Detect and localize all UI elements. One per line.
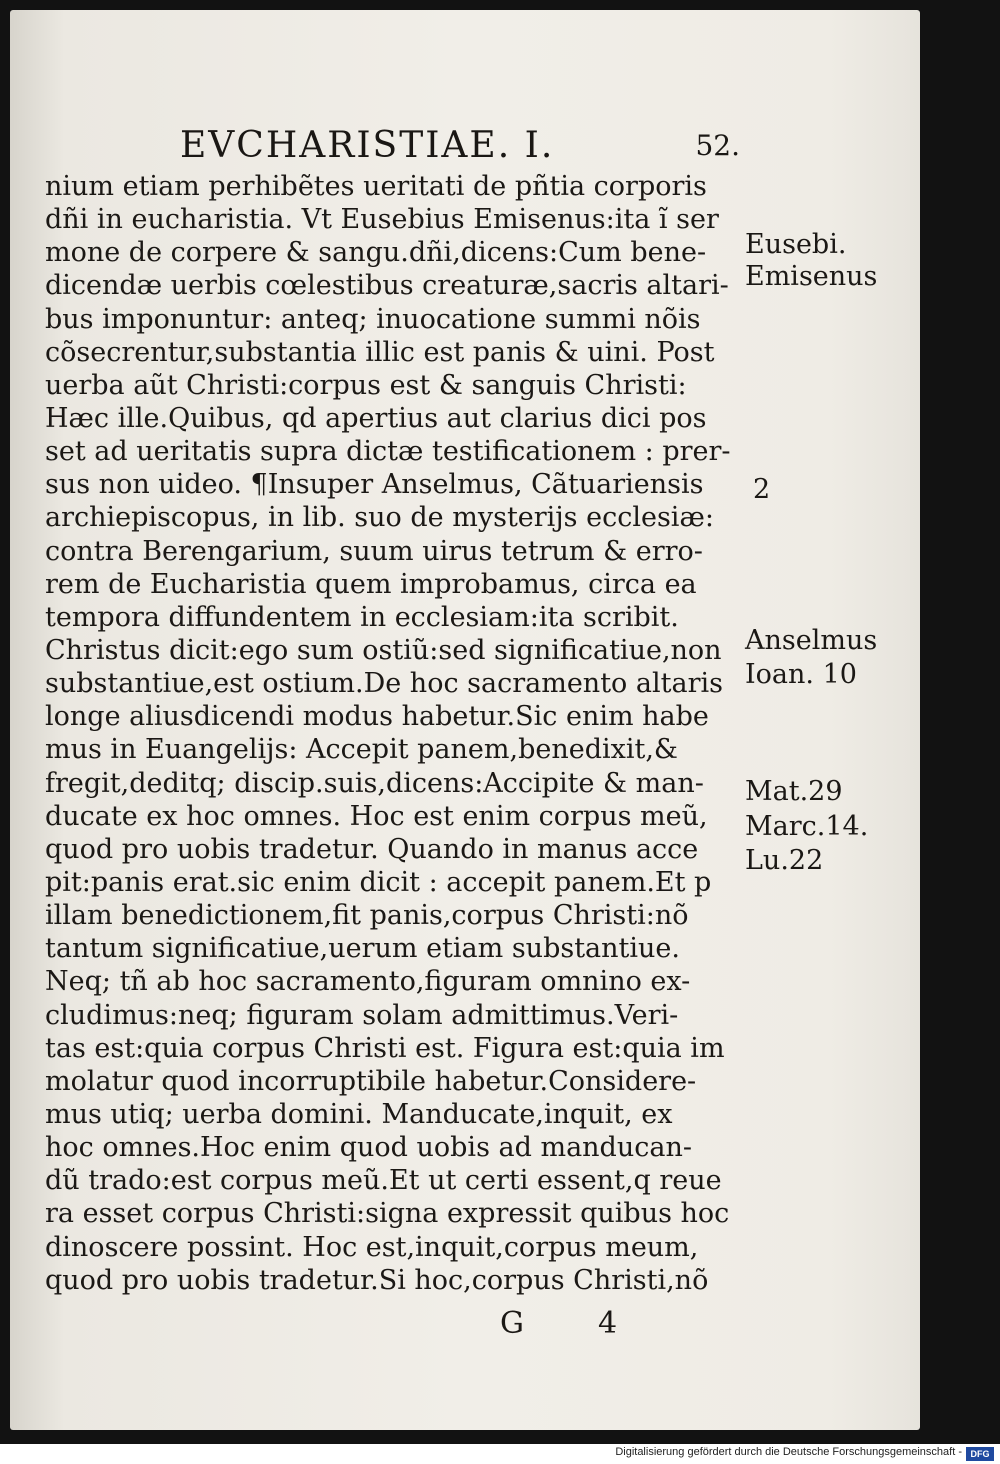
text-line: Neq; tñ ab hoc sacramento,figuram omnino ex- (45, 966, 691, 998)
signature-number: 4 (598, 1306, 618, 1341)
text-line: fregit,deditq; discip.suis,dicens:Accipite & man- (45, 767, 704, 799)
text-line: dũ trado:est corpus meũ.Et ut certi essent,q reue (45, 1165, 722, 1197)
running-head: EVCHARISTIAE. I. (180, 125, 555, 166)
text-line: quod pro uobis tradetur.Si hoc,corpus Christi,nõ (45, 1264, 709, 1296)
margin-note: Mat.29 (745, 776, 843, 807)
margin-note: 2 (753, 474, 771, 505)
signature-mark: G (500, 1306, 524, 1341)
book-page (10, 10, 920, 1430)
text-line: quod pro uobis tradetur. Quando in manus acce (45, 833, 699, 865)
text-line: set ad ueritatis supra dictæ testificationem : prer- (45, 436, 731, 468)
text-line: cludimus:neq; figuram solam admittimus.Veri- (45, 999, 679, 1031)
text-line: dinoscere possint. Hoc est,inquit,corpus meum, (45, 1231, 699, 1263)
text-line: archiepiscopus, in lib. suo de mysterijs ecclesiæ: (45, 502, 714, 534)
text-line: Christus dicit:ego sum ostiũ:sed significatiue,non (45, 634, 722, 666)
text-line: tas est:quia corpus Christi est. Figura est:quia im (45, 1032, 725, 1064)
funding-credit: Digitalisierung gefördert durch die Deutsche Forschungsgemeinschaft - (615, 1446, 962, 1458)
margin-note: Marc.14. (745, 811, 869, 842)
text-line: dicendæ uerbis cœlestibus creaturæ,sacris altari- (45, 270, 729, 302)
text-line: Hæc ille.Quibus, qd apertius aut clarius dici pos (45, 402, 707, 434)
text-line: rem de Eucharistia quem improbamus, circa ea (45, 568, 697, 600)
text-line: molatur quod incorruptibile habetur.Considere- (45, 1065, 697, 1097)
text-line: mone de corpere & sangu.dñi,dicens:Cum bene- (45, 237, 707, 269)
text-line: illam benedictionem,fit panis,corpus Christi:nõ (45, 900, 689, 932)
text-line: contra Berengarium, suum uirus tetrum & erro- (45, 535, 703, 567)
text-line: mus in Euangelijs: Accepit panem,benedixit,& (45, 734, 678, 766)
margin-note: Lu.22 (745, 845, 824, 876)
text-line: cõsecrentur,substantia illic est panis & uini. Post (45, 336, 715, 368)
page-header (180, 125, 740, 171)
text-line: sus non uideo. ¶Insuper Anselmus, Cãtuariensis (45, 469, 704, 501)
margin-note: Ioan. 10 (745, 659, 857, 690)
margin-note: Emisenus (745, 261, 878, 292)
footer-bar (0, 1444, 1000, 1464)
leaf-number: 52. (695, 129, 740, 162)
text-line: bus imponuntur: anteq; inuocatione summi nõis (45, 303, 701, 335)
dfg-logo: DFG (966, 1447, 994, 1461)
text-line: hoc omnes.Hoc enim quod uobis ad manducan- (45, 1132, 692, 1164)
text-line: ra esset corpus Christi:signa expressit quibus hoc (45, 1198, 730, 1230)
text-line: pit:panis erat.sic enim dicit : accepit panem.Et p (45, 866, 712, 898)
text-line: dñi in eucharistia. Vt Eusebius Emisenus:ita ĩ ser (45, 204, 719, 236)
text-line: mus utiq; uerba domini. Manducate,inquit, ex (45, 1098, 673, 1130)
signature-line (490, 1306, 750, 1346)
text-line: longe aliusdicendi modus habetur.Sic enim habe (45, 701, 709, 733)
text-line: nium etiam perhibẽtes ueritati de pñtia corporis (45, 171, 707, 202)
text-line: substantiue,est ostium.De hoc sacramento altaris (45, 668, 723, 700)
text-column (45, 170, 735, 1297)
margin-note: Anselmus (745, 625, 878, 656)
text-line: tempora diffundentem in ecclesiam:ita scribit. (45, 601, 679, 633)
margin-note: Eusebi. (745, 229, 847, 260)
text-line: tantum significatiue,uerum etiam substantiue. (45, 933, 680, 965)
text-line: ducate ex hoc omnes. Hoc est enim corpus meũ, (45, 800, 708, 832)
text-line: uerba aũt Christi:corpus est & sanguis Christi: (45, 369, 687, 401)
